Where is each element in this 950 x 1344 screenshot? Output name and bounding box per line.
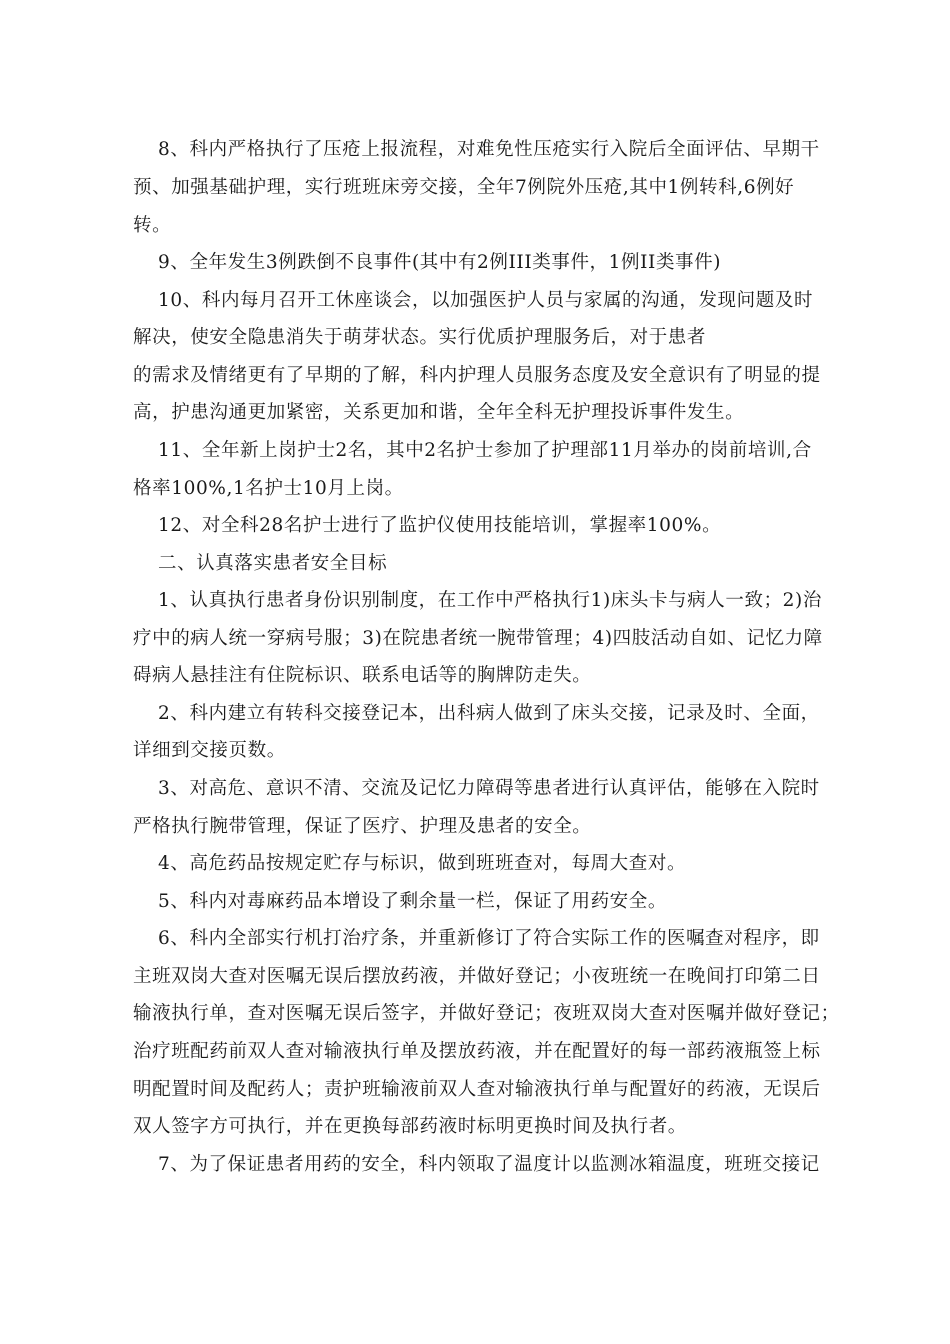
text-line: 输液执行单，查对医嘱无误后签字，并做好登记；夜班双岗大查对医嘱并做好登记； [133, 1003, 840, 1024]
text-line: 3、对高危、意识不清、交流及记忆力障碍等患者进行认真评估，能够在入院时 [158, 778, 820, 799]
text-line: 4、高危药品按规定贮存与标识，做到班班查对，每周大查对。 [158, 853, 687, 874]
text-line: 碍病人悬挂注有住院标识、联系电话等的胸牌防走失。 [133, 665, 592, 686]
text-line: 解决，使安全隐患消失于萌芽状态。实行优质护理服务后，对于患者 [133, 327, 707, 348]
text-line: 格率100%,1名护士10月上岗。 [133, 478, 404, 499]
text-line: 9、全年发生3例跌倒不良事件(其中有2例III类事件，1例II类事件) [158, 252, 722, 273]
text-line: 双人签字方可执行，并在更换每部药液时标明更换时间及执行者。 [133, 1116, 687, 1137]
text-line: 5、科内对毒麻药品本增设了剩余量一栏，保证了用药安全。 [158, 891, 667, 912]
text-line: 2、科内建立有转科交接登记本，出科病人做到了床头交接，记录及时、全面， [158, 703, 820, 724]
text-line: 6、科内全部实行机打治疗条，并重新修订了符合实际工作的医嘱查对程序，即 [158, 928, 820, 949]
text-line: 严格执行腕带管理，保证了医疗、护理及患者的安全。 [133, 816, 592, 837]
text-line: 8、科内严格执行了压疮上报流程，对难免性压疮实行入院后全面评估、早期干 [158, 139, 820, 160]
text-line: 10、科内每月召开工休座谈会，以加强医护人员与家属的沟通，发现问题及时 [158, 290, 814, 311]
text-line: 转。 [133, 215, 172, 236]
text-line: 11、全年新上岗护士2名，其中2名护士参加了护理部11月举办的岗前培训,合 [158, 440, 812, 461]
text-line: 治疗班配药前双人查对输液执行单及摆放药液，并在配置好的每一部药液瓶签上标 [133, 1041, 821, 1062]
text-line: 的需求及情绪更有了早期的了解，科内护理人员服务态度及安全意识有了明显的提 [133, 365, 821, 386]
text-line: 预、加强基础护理，实行班班床旁交接，全年7例院外压疮,其中1例转科,6例好 [133, 177, 795, 198]
text-line: 主班双岗大查对医嘱无误后摆放药液，并做好登记；小夜班统一在晚间打印第二日 [133, 966, 821, 987]
text-line: 详细到交接页数。 [133, 740, 286, 761]
text-line: 7、为了保证患者用药的安全，科内领取了温度计以监测冰箱温度，班班交接记 [158, 1154, 820, 1175]
text-line: 1、认真执行患者身份识别制度，在工作中严格执行1)床头卡与病人一致；2)治 [158, 590, 822, 611]
text-line: 疗中的病人统一穿病号服；3)在院患者统一腕带管理；4)四肢活动自如、记忆力障 [133, 628, 823, 649]
section-heading: 二、认真落实患者安全目标 [158, 553, 388, 574]
text-line: 明配置时间及配药人；责护班输液前双人查对输液执行单与配置好的药液，无误后 [133, 1079, 821, 1100]
text-line: 高，护患沟通更加紧密，关系更加和谐，全年全科无护理投诉事件发生。 [133, 402, 745, 423]
text-line: 12、对全科28名护士进行了监护仪使用技能培训，掌握率100%。 [158, 515, 722, 536]
